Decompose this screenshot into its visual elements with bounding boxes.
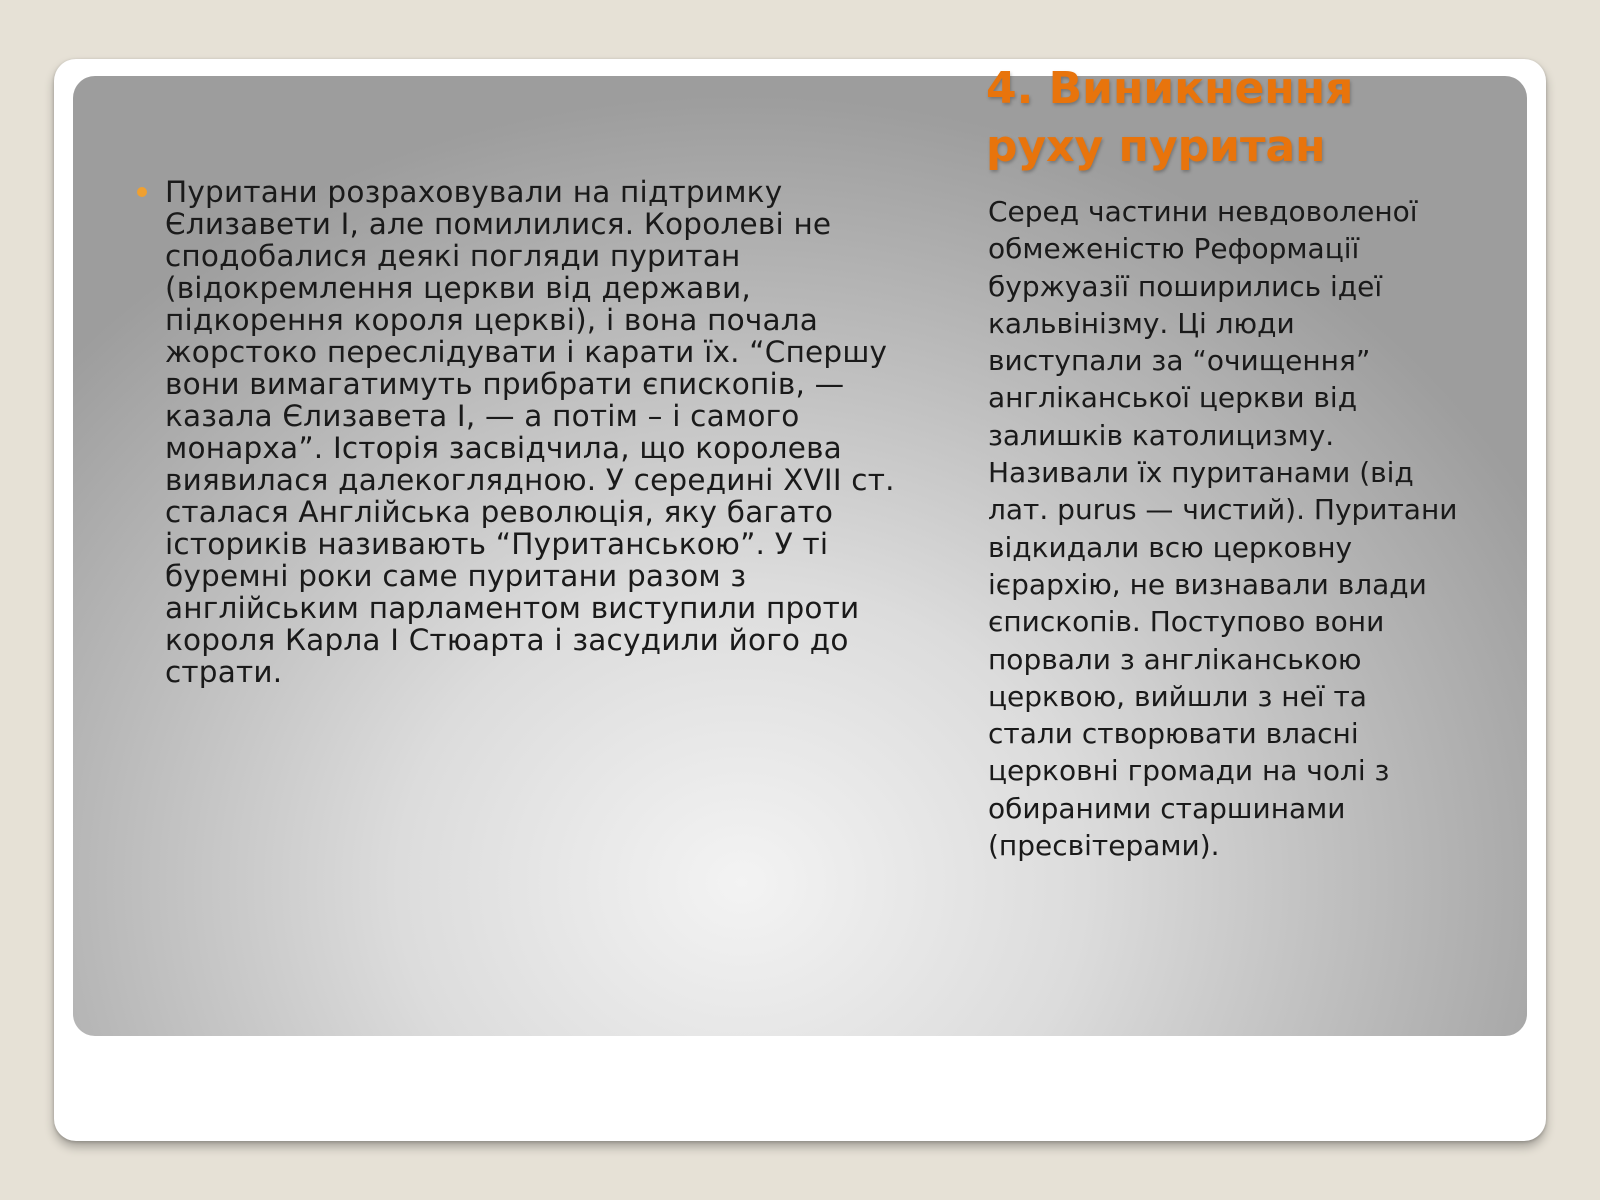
slide-title: 4. Виникнення руху пуритан bbox=[986, 63, 1354, 172]
bullet-dot-icon bbox=[137, 187, 147, 197]
bullet-item bbox=[73, 176, 925, 688]
left-text-column bbox=[165, 176, 925, 688]
right-text-paragraph: Серед частини невдоволеної обмеженістю Реформації буржуазії поширились ідеї кальвінізму. Ці люди виступали за “очищення” англіканської церкви від залишків католицизму. Називали їх пуританами (від лат. purus — чистий). Пуритани відкидали всю церковну ієрархію, не визнавали влади єпископів. Поступово вони порвали з англіканською церквою, вийшли з неї та стали створювати власні церковні громади на чолі з обираними старшинами (пресвітерами). bbox=[988, 195, 1458, 863]
bullet-paragraph: Пуритани розраховували на підтримку Єлизавети I, але помилилися. Королеві не сподобалися деякі погляди пуритан (відокремлення церкви від держави, підкорення короля церкві), і вона почала жорстоко переслідувати і карати їх. “Спершу вони вимагатимуть прибрати єпископів, — казала Єлизавета I, — а потім – і самого монарха”. Історія засвідчила, що королева виявилася далекоглядною. У середині XVII ст. сталася Англійська революція, яку багато істориків називають “Пуританською”. У ті буремні роки саме пуритани разом з англійським парламентом виступили проти короля Карла I Стюарта і засудили його до страти. bbox=[165, 175, 895, 689]
